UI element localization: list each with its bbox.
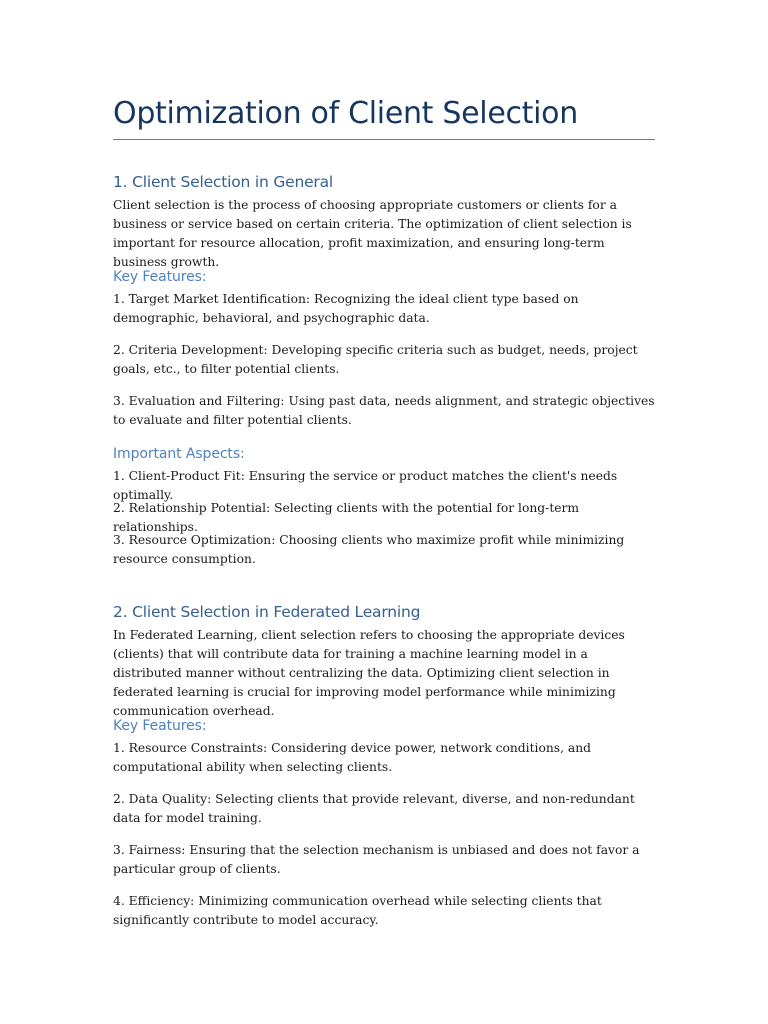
- section-1-important-aspect-3: [113, 531, 658, 569]
- list-item: 3. Fairness: Ensuring that the selection mechanism is unbiased and does not favor a particular group of clients.: [113, 843, 640, 876]
- section-1-key-feature-1: [113, 290, 658, 328]
- list-item: 2. Criteria Development: Developing specific criteria such as budget, needs, project goals, etc., to filter potential clients.: [113, 343, 638, 376]
- list-item: 1. Target Market Identification: Recognizing the ideal client type based on demographic, behavioral, and psychographic data.: [113, 292, 579, 325]
- section-heading: 1. Client Selection in General: [113, 173, 334, 191]
- list-item: 2. Relationship Potential: Selecting clients with the potential for long-term relationships.: [113, 501, 580, 534]
- section-1-important-aspects-heading-block: [113, 444, 658, 464]
- section-2-heading-block: [113, 601, 658, 623]
- list-item: 2. Data Quality: Selecting clients that provide relevant, diverse, and non-redundant data for model training.: [113, 792, 635, 825]
- paragraph: Client selection is the process of choosing appropriate customers or clients for a business or service based on certain criteria. The optimization of client selection is important for resource allocation, profit maximization, and ensuring long-term business growth.: [113, 198, 632, 269]
- section-1-intro: [113, 196, 658, 272]
- section-2-key-feature-2: [113, 790, 658, 828]
- title-underline-divider: [113, 139, 655, 140]
- list-item: 1. Resource Constraints: Considering device power, network conditions, and computational ability when selecting clients.: [113, 741, 592, 774]
- list-item: 3. Evaluation and Filtering: Using past data, needs alignment, and strategic objectives to evaluate and filter potential clients.: [113, 394, 655, 427]
- section-2-key-features-heading-block: [113, 716, 658, 736]
- section-2-intro: [113, 626, 658, 721]
- section-1-key-feature-2: [113, 341, 658, 379]
- section-2-key-feature-1: [113, 739, 658, 777]
- document-title: Optimization of Client Selection: [113, 96, 578, 131]
- section-1-heading-block: [113, 171, 658, 193]
- section-1-key-features-heading-block: [113, 267, 658, 287]
- list-item: 3. Resource Optimization: Choosing clients who maximize profit while minimizing resource consumption.: [113, 533, 625, 566]
- subsection-heading: Key Features:: [113, 269, 207, 285]
- section-2-key-feature-3: [113, 841, 658, 879]
- section-2-key-feature-4: [113, 892, 658, 930]
- list-item: 1. Client-Product Fit: Ensuring the service or product matches the client's needs optimally.: [113, 469, 618, 502]
- section-heading: 2. Client Selection in Federated Learning: [113, 603, 421, 621]
- subsection-heading: Key Features:: [113, 718, 207, 734]
- paragraph: In Federated Learning, client selection refers to choosing the appropriate devices (clients) that will contribute data for training a machine learning model in a distributed manner without centralizing the data. Optimizing client selection in federated learning is crucial for improving model performance while minimizing communication overhead.: [113, 628, 625, 718]
- section-1-key-feature-3: [113, 392, 658, 430]
- list-item: 4. Efficiency: Minimizing communication overhead while selecting clients that significantly contribute to model accuracy.: [113, 894, 602, 927]
- subsection-heading: Important Aspects:: [113, 446, 245, 462]
